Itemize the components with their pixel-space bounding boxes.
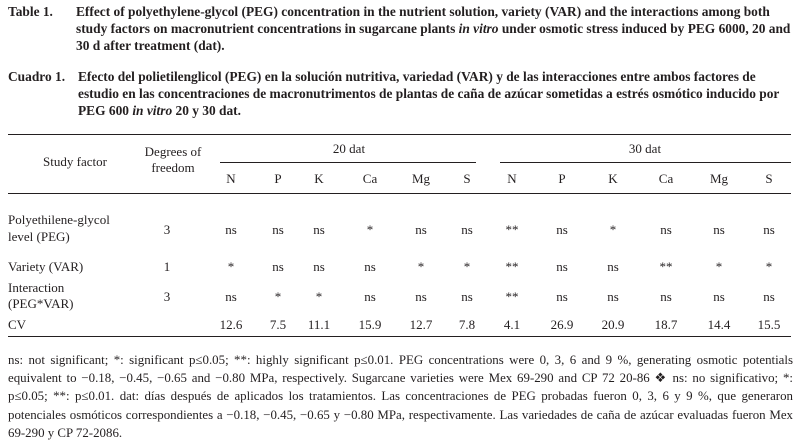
row-var-cell: ns	[607, 259, 619, 274]
row-interaction-cell: ns	[225, 289, 237, 304]
row-interaction-cell: ns	[763, 289, 775, 304]
row-interaction-cell: ns	[713, 289, 725, 304]
caption-spanish-italic: in vitro	[132, 103, 173, 118]
table-bottom-rule	[8, 336, 791, 337]
caption-english-text-end: under osmotic stress induced by PEG 6000, 20 and 30 d after treatment (dat).	[76, 21, 791, 53]
row-peg-cell: ns	[225, 222, 237, 237]
row-peg-df: 3	[163, 222, 171, 237]
row-peg-cell: **	[505, 222, 519, 237]
caption-english-text: Effect of polyethylene-glycol (PEG) concentration in the nutrient solution, variety (VAR) and the interactions among both study factors on macronutrient concentrations in sugarcane plants	[76, 4, 770, 36]
table-caption-english	[8, 3, 793, 54]
row-peg-cell: ns	[461, 222, 473, 237]
row-cv-cell: 4.1	[503, 317, 521, 332]
row-interaction-cell: ns	[461, 289, 473, 304]
header-nutrient-20dat-s: S	[463, 171, 471, 186]
row-var-label: Variety (VAR)	[8, 259, 84, 274]
header-nutrient-20dat-mg: Mg	[411, 171, 431, 186]
header-nutrient-30dat-n: N	[507, 171, 517, 186]
row-cv-cell: 12.7	[409, 317, 433, 332]
row-var-cell: ns	[556, 259, 568, 274]
row-interaction-df: 3	[163, 289, 171, 304]
row-interaction-cell: ns	[415, 289, 427, 304]
row-cv-cell: 20.9	[601, 317, 625, 332]
row-var-cell: ns	[313, 259, 325, 274]
header-nutrient-30dat-mg: Mg	[709, 171, 729, 186]
row-peg-label-line2: level (PEG)	[8, 229, 70, 244]
row-cv-cell: 15.9	[358, 317, 382, 332]
header-degrees-line2: freedom	[151, 160, 195, 175]
row-cv-cell: 7.8	[458, 317, 476, 332]
table-top-rule	[8, 134, 791, 135]
table-label-spanish: Cuadro 1.	[8, 69, 66, 84]
header-nutrient-20dat-p: P	[274, 171, 282, 186]
row-cv-cell: 26.9	[550, 317, 574, 332]
group-rule-30dat	[500, 162, 791, 163]
row-var-cell: *	[715, 259, 723, 274]
row-peg-cell: ns	[713, 222, 725, 237]
row-interaction-cell: *	[315, 289, 323, 304]
row-var-cell: *	[417, 259, 425, 274]
row-cv-cell: 12.6	[219, 317, 243, 332]
row-peg-cell: *	[609, 222, 617, 237]
row-interaction-cell: ns	[660, 289, 672, 304]
row-interaction-cell: **	[505, 289, 519, 304]
row-peg-cell: ns	[313, 222, 325, 237]
row-cv-cell: 18.7	[654, 317, 678, 332]
row-var-cell: **	[505, 259, 519, 274]
row-peg-label-line1: Polyethilene-glycol	[8, 212, 110, 227]
row-interaction-label-line1: Interaction	[8, 280, 65, 295]
row-interaction-cell: *	[274, 289, 282, 304]
row-var-cell: *	[463, 259, 471, 274]
row-var-cell: *	[765, 259, 773, 274]
row-cv-cell: 7.5	[269, 317, 287, 332]
header-degrees-line1: Degrees of	[144, 144, 202, 159]
row-var-cell: ns	[272, 259, 284, 274]
header-nutrient-30dat-k: K	[608, 171, 618, 186]
row-peg-cell: ns	[763, 222, 775, 237]
table-caption-spanish	[8, 68, 793, 119]
header-nutrient-20dat-n: N	[226, 171, 236, 186]
row-interaction-cell: ns	[364, 289, 376, 304]
row-peg-cell: ns	[415, 222, 427, 237]
caption-spanish-text-end: 20 y 30 dat.	[175, 103, 241, 118]
row-interaction-label-line2: (PEG*VAR)	[8, 296, 74, 311]
row-peg-cell: ns	[272, 222, 284, 237]
group-rule-20dat	[220, 162, 476, 163]
row-cv-cell: 15.5	[757, 317, 781, 332]
footnote-text: ns: not significant; *: significant p≤0.05; **: highly significant p≤0.01. PEG concentrations were 0, 3, 6 and 9 %, generating osmotic potentials equivalent to −0.18, −0.45, −0.65 and −0.80 MPa, respectively. Sugarcane varieties were Mex 69-290 and CP 72 20-86 ❖ ns: no significativo; *: p≤0.05; **: p≤0.01. dat: días después de aplicados los tratamientos. Las concentraciones de PEG probadas fueron 0, 3, 6 y 9 %, que generaron potenciales osmóticos correspondientes a −0.18, −0.45, −0.65 y −0.80 MPa, respectivamente. Las variedades de caña de azúcar evaluadas fueron Mex 69-290 y CP 72-2086.	[8, 353, 793, 440]
row-cv-label: CV	[8, 317, 27, 332]
row-peg-cell: ns	[660, 222, 672, 237]
row-peg-cell: *	[366, 222, 374, 237]
row-interaction-cell: ns	[607, 289, 619, 304]
row-var-cell: ns	[364, 259, 376, 274]
row-var-df: 1	[163, 259, 171, 274]
header-nutrient-20dat-k: K	[314, 171, 324, 186]
row-var-cell: **	[659, 259, 673, 274]
header-nutrient-30dat-p: P	[558, 171, 566, 186]
row-interaction-cell: ns	[556, 289, 568, 304]
table-footnotes	[8, 351, 793, 442]
row-cv-cell: 11.1	[307, 317, 331, 332]
caption-english-italic: in vitro	[458, 21, 499, 36]
header-bottom-rule	[8, 193, 791, 194]
table-label-english: Table 1.	[8, 4, 53, 19]
caption-spanish-text: Efecto del polietilenglicol (PEG) en la solución nutritiva, variedad (VAR) y de las interacciones entre ambos factores de estudio en las concentraciones de macronutrimentos de plantas de caña de azúcar sometidas a estrés osmótico inducido por PEG 600	[78, 69, 780, 118]
header-nutrient-30dat-s: S	[765, 171, 773, 186]
header-nutrient-30dat-ca: Ca	[658, 171, 674, 186]
row-peg-cell: ns	[556, 222, 568, 237]
row-cv-cell: 14.4	[707, 317, 731, 332]
header-study-factor: Study factor	[43, 154, 107, 169]
header-group-20dat: 20 dat	[332, 141, 366, 156]
header-nutrient-20dat-ca: Ca	[362, 171, 378, 186]
row-var-cell: *	[227, 259, 235, 274]
header-group-30dat: 30 dat	[628, 141, 662, 156]
